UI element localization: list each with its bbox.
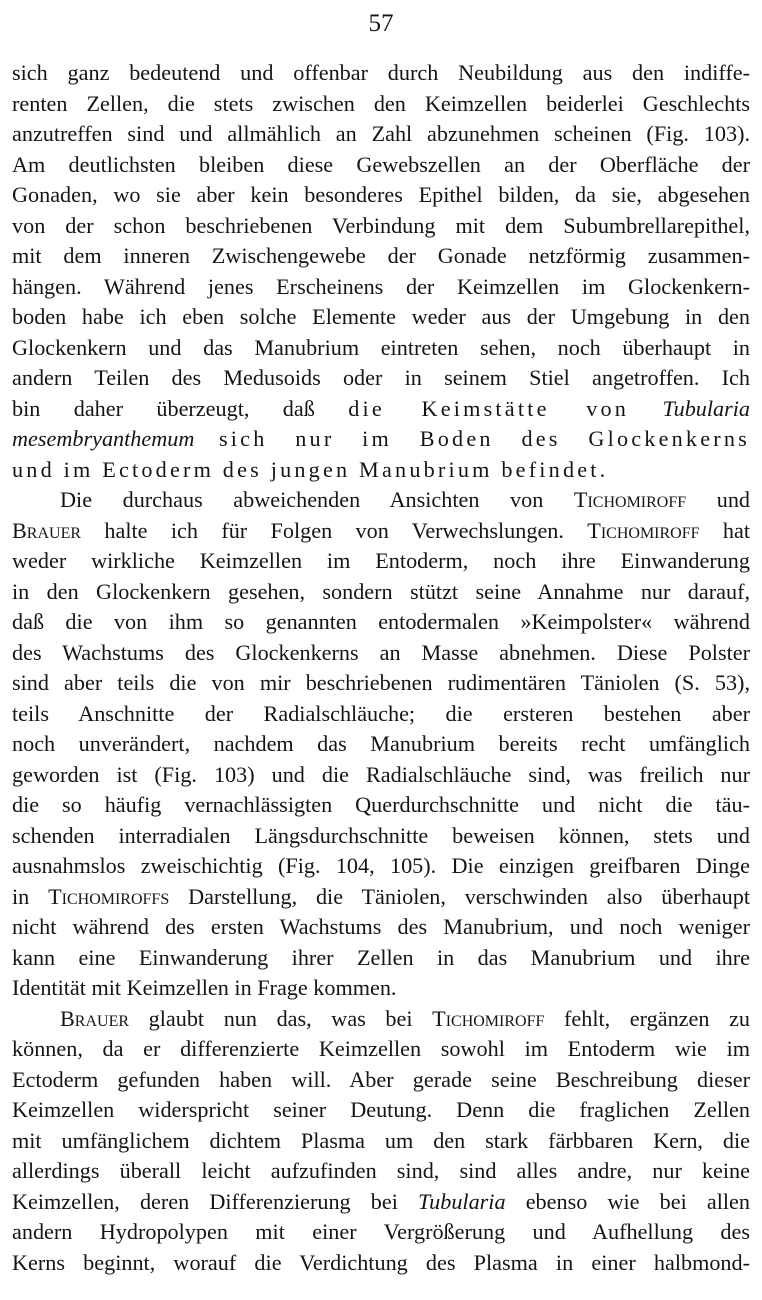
text-line: Ectoderm gefunden haben will. Aber gerade seine Beschreibung dieser <box>12 1066 750 1092</box>
text-segment: Darstellung, die Täniolen, verschwinden also überhaupt <box>188 883 751 909</box>
text-line: mit dem inneren Zwischengewebe der Gonade netzförmig zusammen- <box>12 243 750 268</box>
text-line: Gonaden, wo sie aber kein besonderes Epithel bilden, da sie, abgesehen <box>12 182 750 207</box>
text-line: Glockenkern und das Manubrium eintreten sehen, noch überhaupt in <box>12 334 750 360</box>
text-line <box>12 485 750 516</box>
text-segment: in <box>12 883 30 909</box>
text-segment: ebenso wie bei allen <box>525 1188 750 1214</box>
text-line <box>12 516 750 547</box>
author-name: Brauer <box>60 1005 130 1031</box>
text-line: sind aber teils die von mir beschriebenen rudimentären Täniolen (S. 53), <box>12 670 750 695</box>
text-line: und im Ectoderm des jungen Manubrium befindet. <box>12 456 609 482</box>
text-line: kann eine Einwanderung ihrer Zellen in das Manubrium und ihre <box>12 944 750 970</box>
author-name: Tichomiroff <box>432 1005 545 1031</box>
italic-taxon: Tubularia <box>662 395 751 421</box>
text-line: des Wachstums des Glockenkerns an Masse abnehmen. Diese Polster <box>12 639 750 665</box>
text-line <box>12 1187 750 1218</box>
text-segment: und <box>716 487 751 512</box>
italic-taxon: Tubularia <box>418 1188 506 1214</box>
author-name: Brauer <box>12 517 82 543</box>
text-line: Keimzellen widerspricht seiner Deutung. Denn die fraglichen Zellen <box>12 1097 750 1122</box>
text-line: andern Hydropolypen mit einer Vergrößerung und Aufhellung des <box>12 1219 750 1244</box>
author-name: Tichomiroffs <box>48 883 170 909</box>
text-line: sich ganz bedeutend und offenbar durch Neubildung aus den indiffe- <box>12 60 750 85</box>
text-line <box>12 1004 750 1035</box>
text-line: andern Teilen des Medusoids oder in seinem Stiel angetroffen. Ich <box>12 365 750 390</box>
body-text <box>12 58 750 1278</box>
text-line: die so häufig vernachlässigten Querdurchschnitte und nicht die täu- <box>12 792 750 817</box>
text-line: renten Zellen, die stets zwischen den Keimzellen beiderlei Geschlechts <box>12 90 750 116</box>
text-line: ausnahmslos zweischichtig (Fig. 104, 105). Die einzigen greifbaren Dinge <box>12 853 750 878</box>
text-segment: Keimzellen, deren Differenzierung bei <box>12 1188 398 1214</box>
text-line: schenden interradialen Längsdurchschnitte beweisen können, stets und <box>12 822 750 848</box>
text-line: weder wirkliche Keimzellen im Entoderm, noch ihre Einwanderung <box>12 548 750 573</box>
text-line: nicht während des ersten Wachstums des Manubrium, und noch weniger <box>12 914 750 939</box>
text-line: von der schon beschriebenen Verbindung mit dem Subumbrellarepithel, <box>12 212 750 238</box>
text-line: daß die von ihm so genannten entodermalen »Keimpolster« während <box>12 609 750 634</box>
text-line: hängen. Während jenes Erscheinens der Keimzellen im Glockenkern- <box>12 273 750 299</box>
text-line: anzutreffen sind und allmählich an Zahl abzunehmen scheinen (Fig. 103). <box>12 121 750 146</box>
text-line: teils Anschnitte der Radialschläuche; die ersteren bestehen aber <box>12 700 750 726</box>
spaced-text: sich nur im Boden des Glockenkerns <box>218 426 750 451</box>
text-line: Kerns beginnt, worauf die Verdichtung des Plasma in einer halbmond- <box>12 1249 750 1275</box>
text-line: in den Glockenkern gesehen, sondern stützt seine Annahme nur darauf, <box>12 578 750 604</box>
text-line <box>12 882 750 913</box>
text-segment: halte ich für Folgen von Verwechslungen. <box>104 517 564 543</box>
page-number: 57 <box>368 10 394 37</box>
text-line: geworden ist (Fig. 103) und die Radialschläuche sind, was freilich nur <box>12 761 750 787</box>
text-segment: fehlt, ergänzen zu <box>564 1005 751 1031</box>
italic-taxon: mesembryanthemum <box>12 426 195 451</box>
text-line: noch unverändert, nachdem das Manubrium bereits recht umfänglich <box>12 731 750 756</box>
text-line: boden habe ich eben solche Elemente weder aus der Umgebung in den <box>12 304 750 329</box>
author-name: Tichomiroff <box>573 487 687 512</box>
text-line: Am deutlichsten bleiben diese Gewebszellen an der Oberfläche der <box>12 151 750 177</box>
spaced-text: die Keimstätte von <box>348 395 630 421</box>
text-segment: glaubt nun das, was bei <box>148 1005 413 1031</box>
text-segment: bin daher überzeugt, daß <box>12 395 315 421</box>
text-segment: Die durchaus abweichenden Ansichten von <box>60 487 544 512</box>
text-line: allerdings überall leicht aufzufinden sind, sind alles andre, nur keine <box>12 1158 750 1183</box>
text-line <box>12 394 750 425</box>
author-name: Tichomiroff <box>587 517 700 543</box>
text-line: können, da er differenzierte Keimzellen sowohl im Entoderm wie im <box>12 1036 750 1061</box>
text-line: Identität mit Keimzellen in Frage kommen. <box>12 975 397 1000</box>
text-line <box>12 424 750 455</box>
text-line: mit umfänglichem dichtem Plasma um den stark färbbaren Kern, die <box>12 1127 750 1153</box>
text-segment: hat <box>722 517 751 543</box>
